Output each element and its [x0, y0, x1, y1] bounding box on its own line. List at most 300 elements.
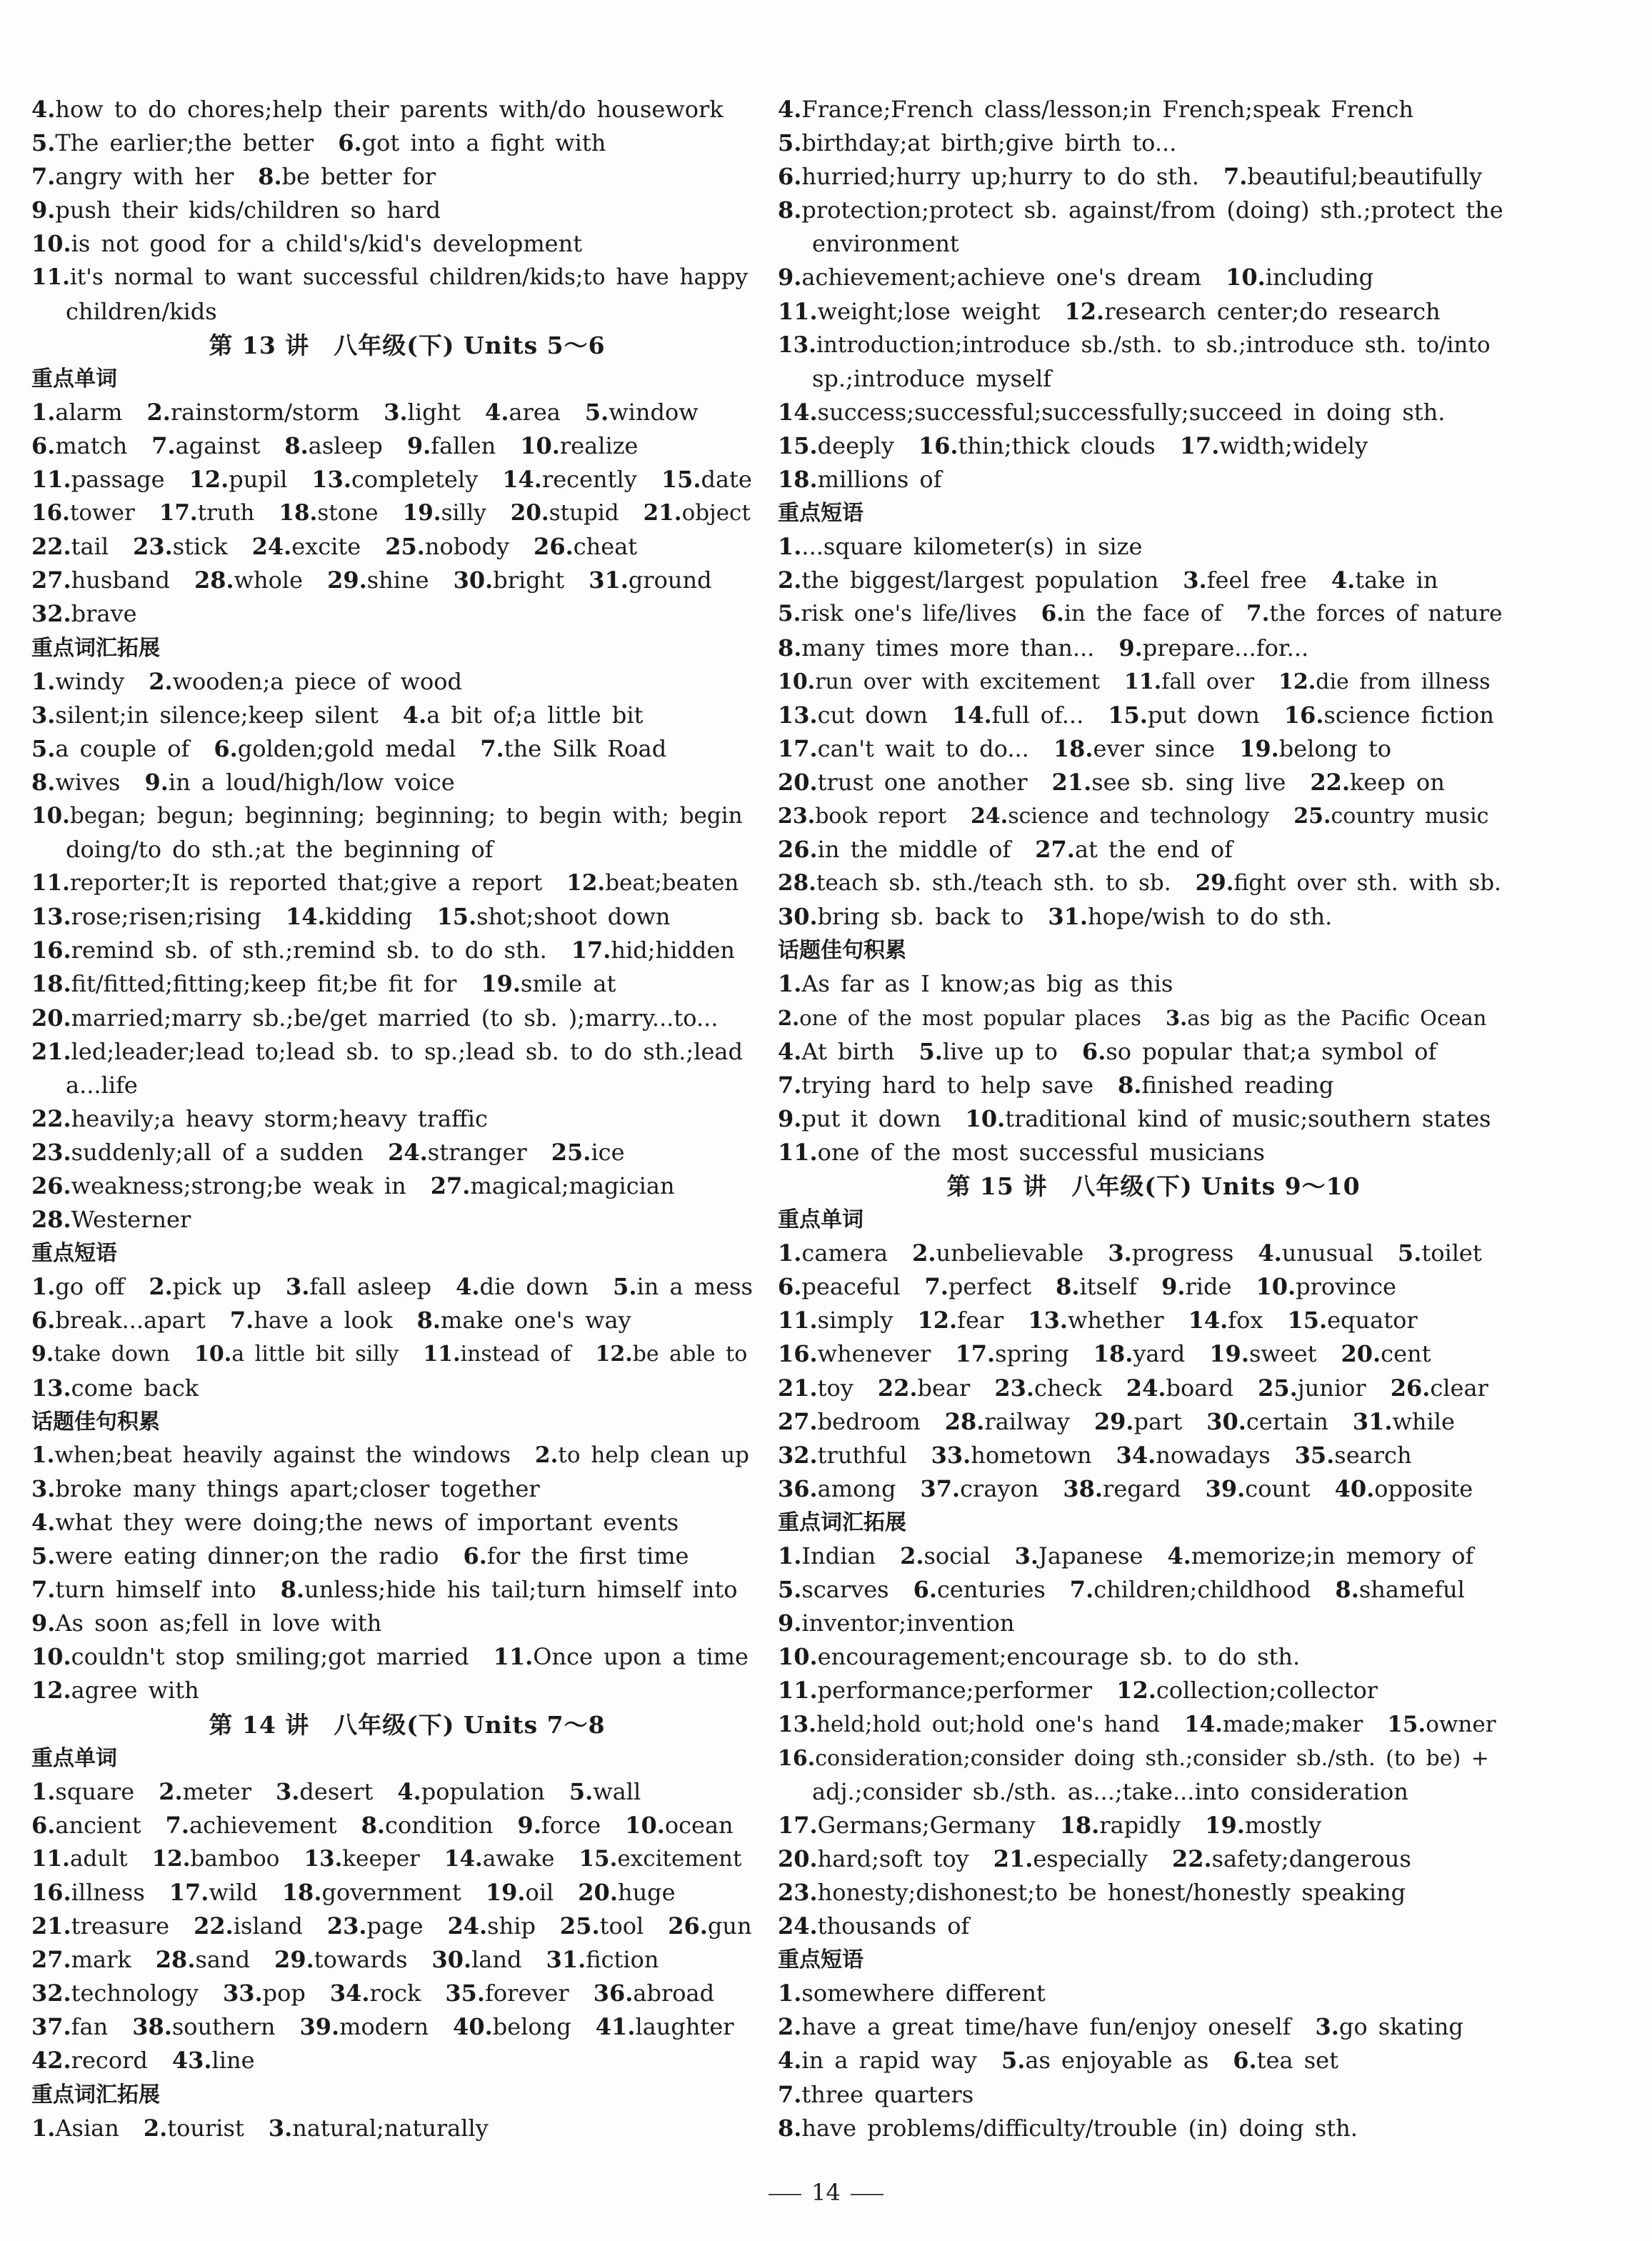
item-text: come back — [71, 1374, 199, 1402]
answer-item — [778, 1105, 941, 1132]
answer-item — [31, 533, 109, 560]
item-text: province — [1296, 1273, 1396, 1301]
answer-item — [31, 567, 170, 594]
item-text: take in — [1355, 567, 1438, 594]
item-number: 15. — [1108, 701, 1148, 729]
answer-line — [778, 699, 1529, 732]
item-number: 26. — [534, 533, 574, 561]
answer-item — [31, 1105, 488, 1132]
answer-item — [385, 533, 509, 560]
item-number: 14. — [285, 903, 326, 931]
item-number: 15. — [579, 1845, 618, 1872]
item-text: against — [175, 431, 261, 459]
item-text: awake — [482, 1845, 555, 1872]
item-text: bedroom — [817, 1407, 921, 1435]
answer-item — [778, 1072, 1093, 1099]
item-text: fear — [957, 1307, 1004, 1334]
answer-line — [31, 530, 783, 564]
answer-line — [778, 665, 1529, 699]
item-text: held;hold out;hold one's hand — [816, 1711, 1160, 1737]
item-text: is not good for a child's/kid's development — [71, 230, 583, 258]
item-number: 16. — [918, 431, 958, 459]
item-text: check — [1034, 1374, 1102, 1402]
answer-line — [778, 1674, 1529, 1707]
item-text: completely — [351, 466, 479, 494]
item-number: 15. — [1387, 1711, 1426, 1737]
item-text: laughter — [635, 2013, 734, 2041]
item-text: regard — [1103, 1474, 1181, 1502]
item-number: 14. — [951, 701, 992, 729]
answer-item — [189, 466, 288, 493]
answer-line — [31, 1876, 783, 1910]
item-text: forever — [485, 1980, 569, 2007]
answer-item — [31, 903, 261, 930]
item-text: hometown — [971, 1441, 1092, 1469]
answer-item — [778, 634, 1094, 662]
item-number: 14. — [444, 1845, 483, 1872]
item-number: 3. — [1014, 1542, 1039, 1570]
item-text: abroad — [633, 1980, 715, 2007]
item-number: 9. — [778, 1104, 802, 1132]
item-text: have a look — [254, 1307, 393, 1334]
answer-item — [778, 2047, 977, 2074]
item-number: 27. — [31, 1946, 71, 1974]
answer-item — [444, 1846, 555, 1872]
item-text: simply — [817, 1307, 893, 1334]
item-text: wall — [593, 1777, 641, 1805]
item-number: 23. — [326, 1912, 367, 1940]
answer-item — [1161, 1273, 1231, 1300]
item-number: 37. — [920, 1474, 961, 1502]
item-number: 22. — [1310, 768, 1350, 796]
answer-item — [571, 937, 735, 964]
answer-item — [778, 1239, 888, 1267]
item-text: tea set — [1256, 2047, 1338, 2075]
item-number: 7. — [229, 1307, 254, 1334]
item-number: 9. — [778, 1609, 802, 1637]
item-number: 14. — [1183, 1711, 1223, 1737]
item-number: 31. — [546, 1946, 586, 1974]
item-text: traditional kind of music;southern states — [1005, 1104, 1491, 1132]
item-text: shameful — [1358, 1576, 1465, 1604]
answer-item — [31, 1273, 124, 1300]
answer-line — [31, 1372, 783, 1405]
item-number: 12. — [1064, 297, 1105, 325]
answer-item — [569, 1778, 641, 1805]
answer-line — [31, 1607, 783, 1640]
item-number: 14. — [1188, 1307, 1228, 1334]
item-number: 13. — [778, 701, 818, 729]
item-text: feel free — [1206, 567, 1307, 594]
answer-item — [778, 769, 1028, 796]
item-number: 33. — [931, 1441, 971, 1469]
item-number: 2. — [778, 567, 802, 594]
item-text: thousands of — [817, 1912, 970, 1940]
answer-item — [878, 1374, 970, 1402]
item-number: 15. — [436, 903, 477, 931]
item-number: 10. — [520, 431, 560, 459]
item-text: bear — [917, 1374, 971, 1402]
answer-item — [778, 1980, 1046, 2007]
answer-item — [1258, 1239, 1373, 1267]
item-text: centuries — [936, 1576, 1046, 1604]
answer-item — [1188, 1307, 1263, 1334]
answer-line — [778, 93, 1529, 126]
item-number: 16. — [31, 500, 70, 526]
item-number: 3. — [1183, 567, 1207, 594]
answer-item — [432, 1946, 522, 1973]
item-number: 20. — [31, 1004, 71, 1032]
item-number: 10. — [625, 1811, 665, 1839]
answer-item — [1166, 1006, 1486, 1030]
item-number: 2. — [912, 1239, 936, 1267]
item-number: 23. — [778, 803, 816, 829]
item-text: made;maker — [1222, 1711, 1363, 1737]
item-text: magical;magician — [470, 1172, 675, 1199]
item-text: southern — [171, 2013, 276, 2041]
answer-item — [778, 2081, 973, 2108]
answer-item — [560, 1912, 644, 1940]
lesson-title: 第 15 讲 八年级(下) Units 9～10 — [946, 1172, 1361, 1200]
item-text: somewhere different — [801, 1980, 1046, 2007]
answer-line — [778, 1876, 1529, 1910]
item-number: 19. — [1239, 734, 1279, 762]
answer-item — [31, 769, 120, 796]
answer-item — [502, 466, 637, 493]
item-text: country music — [1331, 803, 1489, 829]
item-number: 6. — [214, 734, 238, 762]
item-text: truthful — [817, 1441, 907, 1469]
answer-line — [31, 227, 783, 261]
item-text: pupil — [229, 466, 288, 494]
item-number: 39. — [299, 2013, 340, 2041]
answer-line — [31, 496, 783, 530]
item-number: 8. — [284, 431, 309, 459]
item-text: object — [681, 500, 751, 526]
item-number: 4. — [778, 2047, 802, 2075]
answer-line — [31, 967, 783, 1001]
item-number: 21. — [1051, 768, 1092, 796]
item-text: fit/fitted;fitting;keep fit;be fit for — [71, 970, 457, 998]
item-number: 2. — [143, 2114, 168, 2142]
item-text: toilet — [1421, 1239, 1482, 1267]
answer-item — [778, 870, 1171, 896]
item-text: inventor;invention — [801, 1609, 1015, 1637]
item-text: trust one another — [817, 768, 1028, 796]
answer-item — [431, 1172, 675, 1199]
answer-item — [778, 567, 1158, 594]
item-text: towards — [314, 1946, 408, 1974]
answer-item — [230, 1307, 393, 1334]
item-number: 15. — [661, 466, 701, 494]
item-text: make one's way — [441, 1307, 631, 1334]
item-text: rapidly — [1099, 1811, 1181, 1839]
item-number: 10. — [965, 1104, 1006, 1132]
answer-line — [778, 833, 1529, 867]
answer-line — [31, 2044, 783, 2077]
answer-line — [778, 2112, 1529, 2145]
answer-item — [1180, 432, 1368, 459]
item-text: a couple of — [55, 734, 190, 762]
item-text: so popular that;a symbol of — [1106, 1037, 1437, 1065]
answer-item — [778, 669, 1100, 694]
item-text: excite — [291, 533, 361, 561]
item-number: 3. — [1165, 1005, 1188, 1030]
item-text: safety;dangerous — [1211, 1845, 1411, 1872]
item-number: 35. — [445, 1980, 486, 2007]
item-text: windy — [55, 667, 125, 695]
item-number: 8. — [258, 163, 282, 191]
answer-item — [778, 1273, 900, 1300]
item-number: 23. — [133, 533, 173, 561]
item-number: 10. — [778, 669, 816, 694]
item-text: memorize;in memory of — [1191, 1542, 1474, 1570]
answer-line — [31, 463, 783, 496]
answer-item — [778, 1845, 969, 1872]
item-text: were eating dinner;on the radio — [55, 1542, 439, 1570]
answer-item — [31, 1038, 743, 1065]
answer-item — [778, 1038, 894, 1065]
item-text: encouragement;encourage sb. to do sth. — [817, 1643, 1301, 1671]
item-text: thin;thick clouds — [958, 431, 1156, 459]
answer-item — [1056, 1273, 1137, 1300]
item-text: desert — [299, 1777, 374, 1805]
answer-item — [403, 702, 644, 729]
answer-item — [166, 1812, 337, 1839]
item-number: 2. — [900, 1542, 924, 1570]
page-number: 14 — [811, 2179, 841, 2206]
answer-item — [1118, 1072, 1333, 1099]
item-text: ...square kilometer(s) in size — [801, 533, 1143, 561]
item-text: have a great time/have fun/enjoy oneself — [801, 2013, 1291, 2041]
answer-line — [778, 1742, 1529, 1775]
item-number: 20. — [778, 768, 818, 796]
answer-item — [778, 196, 1503, 224]
answer-item — [778, 970, 1173, 997]
subsection-heading: 重点单词 — [31, 366, 117, 391]
item-number: 11. — [31, 1845, 70, 1872]
answer-item — [778, 1307, 893, 1334]
answer-item — [194, 567, 303, 594]
answer-continuation: environment — [812, 230, 959, 258]
item-number: 6. — [1233, 2047, 1257, 2075]
item-number: 5. — [778, 1576, 802, 1604]
item-number: 8. — [778, 634, 802, 662]
item-text: modern — [339, 2013, 429, 2041]
item-text: bright — [493, 567, 565, 594]
item-number: 1. — [31, 1442, 55, 1468]
answer-line — [778, 1270, 1529, 1304]
answer-item — [918, 1038, 1057, 1065]
item-text: a bit of;a little bit — [426, 701, 644, 729]
answer-line — [31, 1809, 783, 1842]
answer-item — [31, 1206, 191, 1233]
answer-item — [299, 2013, 429, 2040]
item-text: recently — [541, 466, 637, 494]
item-number: 7. — [31, 1576, 56, 1604]
item-number: 5. — [584, 398, 609, 426]
answer-item — [169, 1879, 258, 1906]
answer-item — [481, 970, 616, 997]
item-number: 10. — [194, 1342, 232, 1367]
answer-item — [31, 2115, 119, 2142]
answer-item — [924, 1273, 1031, 1300]
item-text: yard — [1133, 1340, 1186, 1368]
item-text: realize — [559, 431, 639, 459]
answer-item — [578, 1879, 675, 1906]
item-text: smile at — [521, 970, 616, 998]
item-text: area — [509, 398, 561, 426]
item-text: mostly — [1244, 1811, 1322, 1839]
answer-line — [31, 1337, 783, 1371]
subsection-heading: 重点单词 — [31, 1745, 117, 1771]
item-text: at the end of — [1074, 836, 1233, 864]
item-text: tower — [69, 500, 135, 526]
answer-item — [1341, 1340, 1431, 1367]
item-text: when;beat heavily against the windows — [54, 1442, 511, 1468]
answer-item — [993, 1845, 1148, 1872]
item-text: be able to — [632, 1342, 748, 1367]
answer-item — [149, 1273, 261, 1300]
item-text: unusual — [1281, 1239, 1373, 1267]
answer-item — [952, 702, 1083, 729]
subsection-heading: 重点短语 — [778, 1947, 863, 1973]
answer-item — [159, 500, 255, 526]
item-text: ship — [487, 1912, 536, 1940]
item-text: fan — [71, 2013, 109, 2041]
item-text: light — [407, 398, 461, 426]
answer-line — [778, 194, 1529, 227]
answer-item — [281, 1576, 738, 1603]
item-text: rose;risen;rising — [71, 903, 261, 931]
item-text: beautiful;beautifully — [1247, 163, 1483, 191]
answer-item — [286, 903, 413, 930]
item-number: 1. — [31, 667, 56, 695]
answer-item — [1183, 567, 1307, 594]
item-number: 11. — [493, 1643, 534, 1671]
item-text: force — [541, 1811, 601, 1839]
answer-line — [778, 295, 1529, 329]
item-text: in a loud/high/low voice — [168, 768, 455, 796]
item-number: 37. — [31, 2013, 71, 2041]
item-number: 9. — [1161, 1273, 1186, 1301]
item-number: 29. — [1195, 870, 1234, 897]
item-number: 1. — [31, 1273, 56, 1301]
item-text: one of the most successful musicians — [817, 1138, 1265, 1166]
item-text: progress — [1131, 1239, 1234, 1267]
answer-item — [1391, 1374, 1488, 1402]
item-number: 4. — [31, 96, 56, 123]
answer-item — [1070, 1576, 1311, 1603]
answer-item — [1209, 1340, 1316, 1367]
answer-item — [778, 2115, 1358, 2142]
item-text: opposite — [1374, 1474, 1473, 1502]
item-number: 16. — [778, 1340, 818, 1368]
answer-item — [258, 163, 436, 190]
item-number: 4. — [1167, 1542, 1191, 1570]
answer-item — [1094, 1408, 1182, 1435]
item-text: birthday;at birth;give birth to... — [801, 129, 1177, 157]
item-number: 2. — [149, 1273, 173, 1301]
item-number: 11. — [31, 264, 70, 291]
item-number: 3. — [31, 1474, 56, 1502]
item-number: 8. — [778, 196, 802, 224]
item-number: 19. — [485, 1878, 526, 1906]
answer-item — [778, 836, 1011, 863]
answer-line — [778, 1069, 1529, 1102]
item-number: 18. — [31, 970, 71, 998]
item-text: passage — [71, 466, 165, 494]
item-text: natural;naturally — [292, 2114, 489, 2142]
answer-line — [31, 1977, 783, 2010]
answer-continuation: a...life — [66, 1071, 138, 1099]
item-text: hid;hidden — [611, 937, 735, 964]
answer-item — [1126, 1374, 1233, 1402]
item-number: 8. — [361, 1811, 386, 1839]
item-text: as big as the Pacific Ocean — [1187, 1005, 1487, 1030]
answer-item — [31, 1846, 128, 1872]
answer-item — [778, 129, 1176, 156]
answer-item — [1082, 1038, 1436, 1065]
answer-item — [994, 1374, 1101, 1402]
answer-item — [31, 129, 314, 156]
item-number: 13. — [311, 466, 351, 494]
item-text: stone — [317, 500, 379, 526]
answer-item — [133, 533, 228, 560]
answer-item — [31, 1946, 131, 1973]
item-text: break...apart — [55, 1307, 206, 1334]
answer-item — [149, 668, 462, 695]
answer-item — [1284, 702, 1494, 729]
item-number: 28. — [944, 1407, 985, 1435]
item-text: line — [211, 2047, 255, 2075]
answer-item — [31, 1139, 364, 1166]
item-number: 34. — [1116, 1441, 1156, 1469]
item-text: especially — [1033, 1845, 1148, 1872]
answer-item — [778, 1643, 1300, 1670]
answer-line — [778, 2044, 1529, 2077]
item-number: 28. — [155, 1946, 196, 1974]
answer-item — [31, 399, 122, 426]
item-text: broke many things apart;closer together — [55, 1474, 540, 1502]
item-text: put it down — [801, 1104, 941, 1132]
item-text: golden;gold medal — [237, 734, 456, 762]
item-text: suddenly;all of a sudden — [71, 1138, 364, 1166]
answer-item — [269, 2115, 489, 2142]
item-text: peaceful — [801, 1273, 901, 1301]
item-text: The earlier;the better — [55, 129, 314, 157]
item-number: 14. — [778, 398, 818, 426]
item-number: 5. — [778, 601, 801, 627]
item-text: silent;in silence;keep silent — [55, 701, 379, 729]
item-text: rock — [369, 1980, 421, 2007]
item-text: full of... — [991, 701, 1084, 729]
answer-item — [1116, 1677, 1378, 1704]
item-number: 3. — [384, 398, 408, 426]
answer-line — [778, 632, 1529, 665]
answer-item — [1048, 903, 1332, 930]
answer-item — [778, 1912, 969, 1940]
item-text: cent — [1381, 1340, 1431, 1368]
answer-line — [31, 1910, 783, 1943]
answer-item — [613, 1273, 753, 1300]
item-number: 7. — [151, 431, 176, 459]
item-number: 8. — [416, 1307, 441, 1334]
item-text: deeply — [817, 431, 894, 459]
answer-item — [31, 1542, 439, 1569]
item-text: As far as I know;as big as this — [801, 970, 1173, 998]
subsection-heading: 话题佳句积累 — [778, 938, 906, 964]
